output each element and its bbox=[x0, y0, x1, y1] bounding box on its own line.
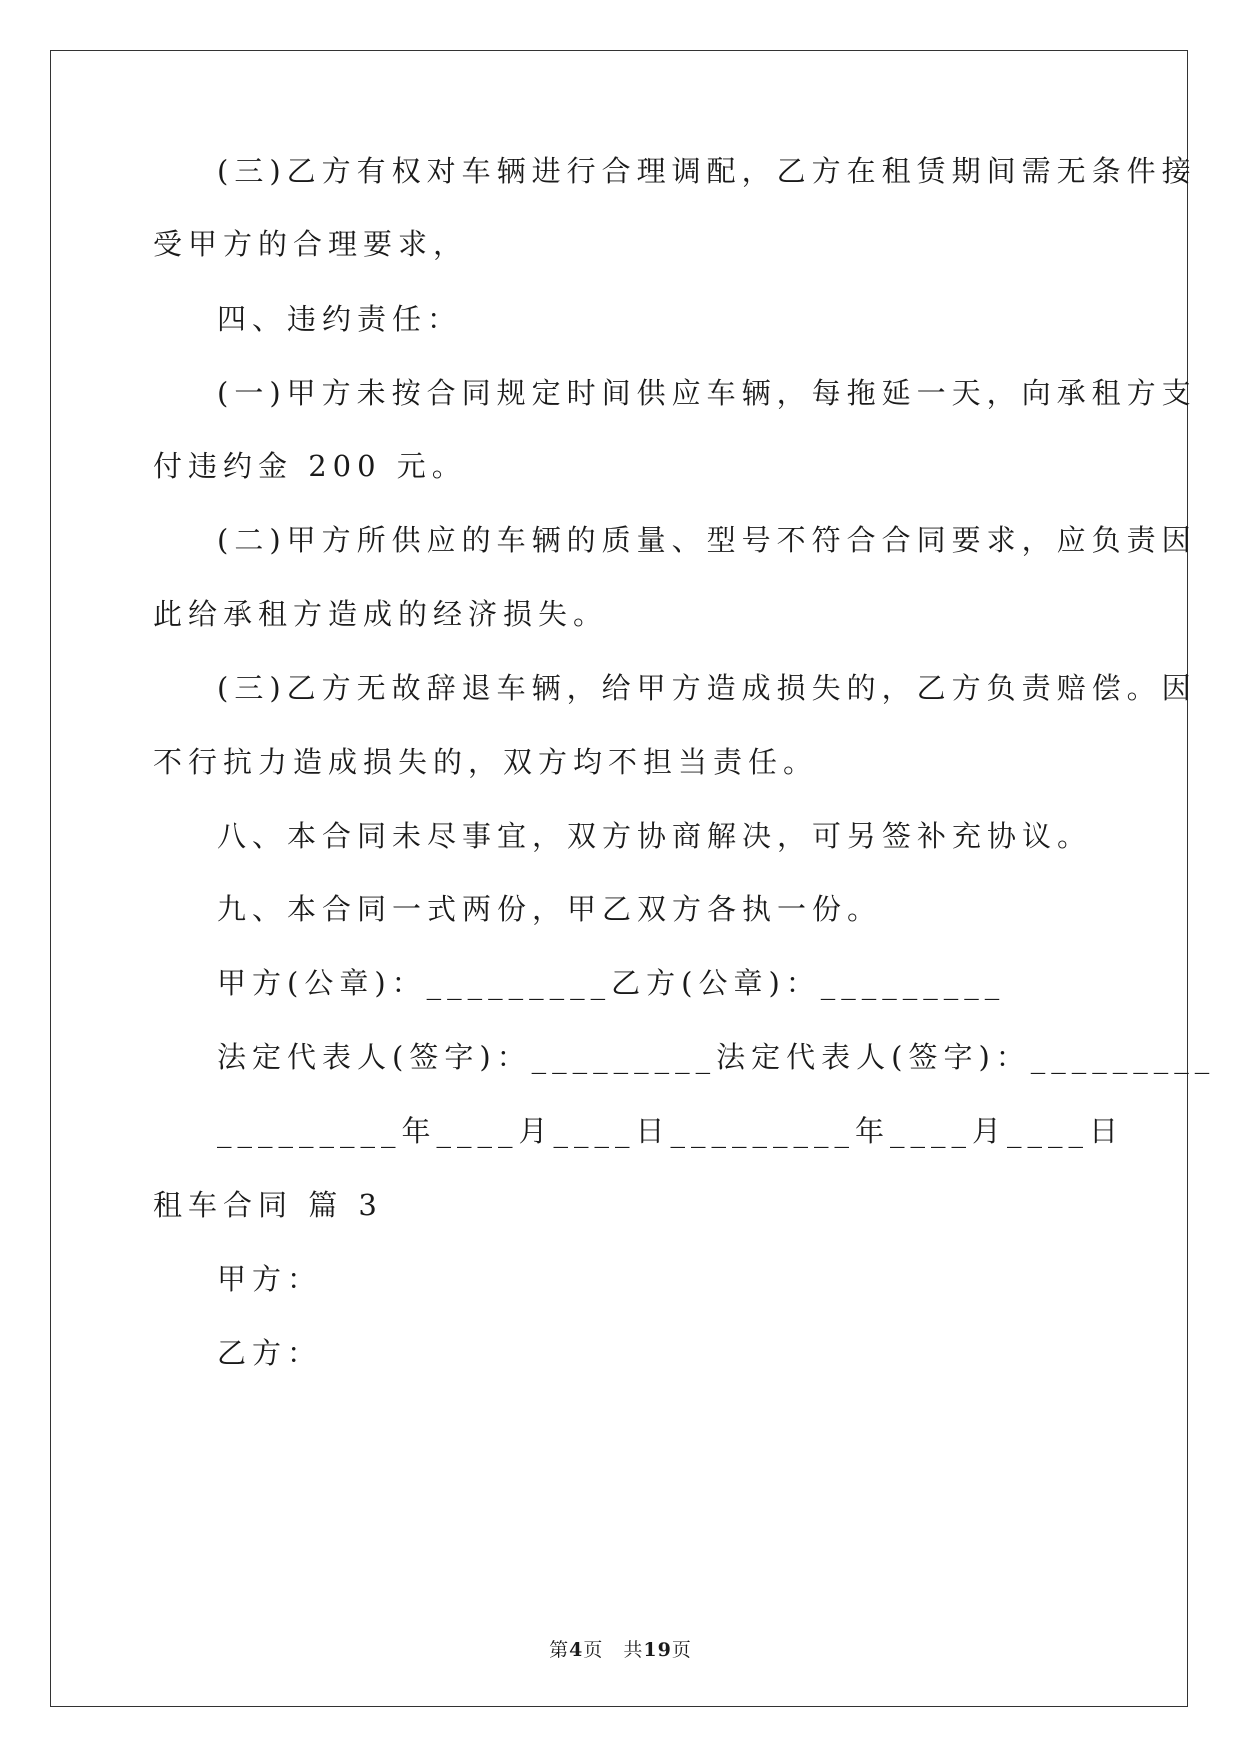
paragraph-line: 不行抗力造成损失的，双方均不担当责任。 bbox=[153, 745, 819, 779]
party-a-line: 甲方： bbox=[217, 1262, 323, 1296]
footer-mid: 页 共 bbox=[583, 1639, 644, 1661]
signature-date-line: _________年____月____日_________年____月____日 bbox=[217, 1114, 1125, 1148]
paragraph-line: 付违约金 200 元。 bbox=[153, 449, 467, 483]
footer-suffix: 页 bbox=[671, 1639, 692, 1661]
paragraph-line: (一)甲方未按合同规定时间供应车辆，每拖延一天，向承租方支 bbox=[217, 376, 1197, 410]
paragraph-line: 受甲方的合理要求， bbox=[153, 227, 469, 261]
current-page-number: 4 bbox=[569, 1639, 584, 1661]
paragraph-line: 九、本合同一式两份，甲乙双方各执一份。 bbox=[217, 892, 883, 926]
signature-seal-line: 甲方(公章)：_________乙方(公章)：_________ bbox=[217, 966, 1006, 1000]
paragraph-line: (三)乙方无故辞退车辆，给甲方造成损失的，乙方负责赔偿。因 bbox=[217, 671, 1197, 705]
total-page-number: 19 bbox=[643, 1639, 672, 1661]
page-footer bbox=[0, 1635, 1241, 1662]
footer-prefix: 第 bbox=[549, 1639, 570, 1661]
paragraph-line: 此给承租方造成的经济损失。 bbox=[153, 597, 609, 631]
contract-title: 租车合同 篇 3 bbox=[153, 1188, 383, 1222]
party-b-line: 乙方： bbox=[217, 1336, 323, 1370]
paragraph-line: (二)甲方所供应的车辆的质量、型号不符合合同要求，应负责因 bbox=[217, 523, 1197, 557]
section-heading: 四、违约责任： bbox=[217, 302, 463, 336]
signature-representative-line: 法定代表人(签字)：_________法定代表人(签字)：_________ bbox=[217, 1040, 1216, 1074]
paragraph-line: (三)乙方有权对车辆进行合理调配，乙方在租赁期间需无条件接 bbox=[217, 154, 1197, 188]
paragraph-line: 八、本合同未尽事宜，双方协商解决，可另签补充协议。 bbox=[217, 819, 1093, 853]
page-border bbox=[50, 50, 1188, 1707]
